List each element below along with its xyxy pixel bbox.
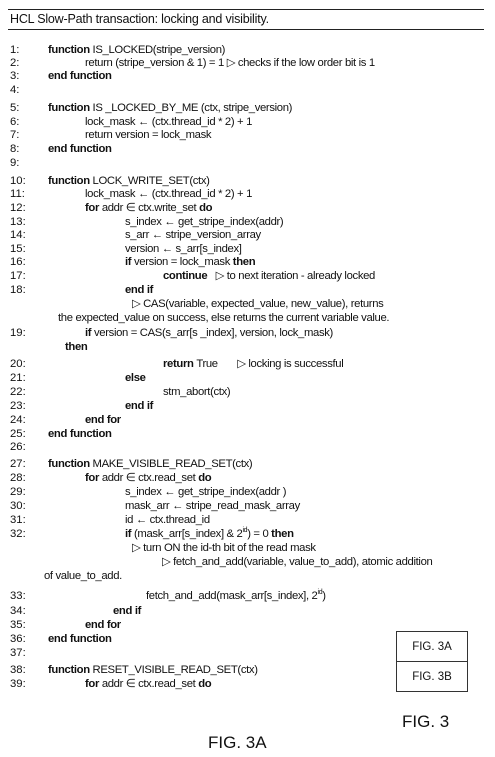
code-keyword: do bbox=[198, 678, 212, 690]
code-keyword: for bbox=[85, 678, 102, 690]
line-number: 25: bbox=[10, 428, 26, 440]
line-number: 33: bbox=[10, 590, 26, 602]
code-text: RESET_VISIBLE_READ_SET(ctx) bbox=[92, 664, 258, 676]
code-text: version = CAS(s_arr[s _index], version, lock_mask) bbox=[94, 327, 333, 339]
code-text: return version = lock_mask bbox=[85, 129, 212, 141]
code-keyword: if bbox=[125, 528, 134, 540]
code-keyword: else bbox=[125, 372, 146, 384]
code-text: ▷ to next iteration - already locked bbox=[210, 270, 375, 282]
code-keyword: then bbox=[232, 256, 256, 268]
line-number: 10: bbox=[10, 175, 26, 187]
line-number: 11: bbox=[10, 188, 25, 200]
line-number: 21: bbox=[10, 372, 26, 384]
line-number: 2: bbox=[10, 57, 20, 69]
code-text: IS_LOCKED(stripe_version) bbox=[92, 44, 226, 56]
figure-label-fig-3: FIG. 3 bbox=[402, 712, 450, 731]
code-line bbox=[48, 458, 252, 471]
code-line bbox=[125, 229, 261, 242]
line-number: 23: bbox=[10, 400, 26, 412]
code-text: addr ∈ ctx.write_set bbox=[101, 202, 200, 214]
code-text: ) = 0 bbox=[247, 528, 272, 540]
line-number: 24: bbox=[10, 414, 26, 426]
code-line bbox=[85, 678, 211, 691]
line-number: 22: bbox=[10, 386, 26, 398]
code-text: fetch_and_add(mask_arr[s_index], 2 bbox=[146, 590, 318, 602]
code-text: True ▷ locking is successful bbox=[196, 358, 344, 370]
code-text: addr ∈ ctx.read_set bbox=[101, 678, 199, 690]
code-line bbox=[163, 386, 230, 399]
code-text: return (stripe_version & 1) = 1 ▷ checks if the low order bit is 1 bbox=[85, 57, 375, 69]
code-line bbox=[48, 70, 112, 83]
code-line bbox=[162, 556, 432, 569]
line-number: 26: bbox=[10, 441, 26, 453]
code-text: id ← ctx.thread_id bbox=[125, 514, 210, 526]
code-line bbox=[125, 514, 210, 527]
line-number: 35: bbox=[10, 619, 26, 631]
line-number: 38: bbox=[10, 664, 26, 676]
code-text: mask_arr ← stripe_read_mask_array bbox=[125, 500, 300, 512]
code-line bbox=[85, 414, 121, 427]
code-line bbox=[48, 143, 112, 156]
code-keyword: end function bbox=[48, 143, 112, 155]
line-number: 39: bbox=[10, 678, 26, 690]
code-line bbox=[85, 202, 212, 215]
line-number: 9: bbox=[10, 157, 20, 169]
code-text: LOCK_WRITE_SET(ctx) bbox=[92, 175, 210, 187]
code-keyword: if bbox=[85, 327, 94, 339]
code-keyword: continue bbox=[163, 270, 211, 282]
line-number: 14: bbox=[10, 229, 26, 241]
code-keyword: function bbox=[48, 458, 93, 470]
code-line bbox=[48, 175, 210, 188]
code-keyword: do bbox=[198, 472, 212, 484]
code-line bbox=[65, 341, 87, 354]
code-keyword: for bbox=[85, 472, 102, 484]
line-number: 12: bbox=[10, 202, 26, 214]
code-superscript: id bbox=[242, 527, 248, 535]
code-keyword: end if bbox=[125, 400, 154, 412]
line-number: 7: bbox=[10, 129, 20, 141]
code-text: version ← s_arr[s_index] bbox=[125, 243, 242, 255]
code-keyword: end for bbox=[85, 414, 121, 426]
code-line bbox=[85, 619, 121, 632]
code-keyword: end if bbox=[125, 284, 154, 296]
code-line bbox=[125, 216, 283, 229]
code-text: stm_abort(ctx) bbox=[163, 386, 231, 398]
code-text: ▷ turn ON the id-th bit of the read mask bbox=[132, 542, 316, 554]
line-number: 32: bbox=[10, 528, 26, 540]
code-line bbox=[125, 528, 294, 541]
line-number: 31: bbox=[10, 514, 26, 526]
figure-caption: FIG. 3A bbox=[208, 733, 267, 752]
code-line bbox=[125, 486, 286, 499]
code-keyword: function bbox=[48, 44, 93, 56]
code-line bbox=[85, 327, 333, 340]
code-keyword: do bbox=[199, 202, 213, 214]
code-text: ▷ CAS(variable, expected_value, new_value), returns bbox=[132, 298, 384, 310]
code-text: s_index ← get_stripe_index(addr ) bbox=[125, 486, 287, 498]
line-number: 34: bbox=[10, 605, 26, 617]
code-keyword: end function bbox=[48, 70, 112, 82]
code-line bbox=[146, 590, 326, 603]
line-number: 29: bbox=[10, 486, 26, 498]
line-number: 16: bbox=[10, 256, 26, 268]
fig-index-box-3a: FIG. 3A bbox=[396, 631, 468, 662]
code-line bbox=[163, 270, 375, 283]
code-line bbox=[132, 298, 383, 311]
code-text: s_index ← get_stripe_index(addr) bbox=[125, 216, 284, 228]
code-line bbox=[125, 500, 300, 513]
code-text: version = lock_mask bbox=[134, 256, 233, 268]
code-line bbox=[58, 312, 389, 325]
code-line bbox=[85, 57, 375, 70]
code-text: MAKE_VISIBLE_READ_SET(ctx) bbox=[92, 458, 253, 470]
code-keyword: if bbox=[125, 256, 134, 268]
line-number: 3: bbox=[10, 70, 20, 82]
line-number: 36: bbox=[10, 633, 26, 645]
code-text: ) bbox=[322, 590, 326, 602]
code-keyword: function bbox=[48, 664, 93, 676]
line-number: 30: bbox=[10, 500, 26, 512]
line-number: 8: bbox=[10, 143, 20, 155]
line-number: 4: bbox=[10, 84, 20, 96]
code-line bbox=[48, 428, 112, 441]
code-line bbox=[125, 400, 153, 413]
code-line bbox=[48, 664, 258, 677]
code-line bbox=[44, 570, 122, 583]
line-number: 27: bbox=[10, 458, 26, 470]
code-line bbox=[85, 472, 211, 485]
code-keyword: return bbox=[163, 358, 197, 370]
line-number: 13: bbox=[10, 216, 26, 228]
page-title: HCL Slow-Path transaction: locking and visibility. bbox=[10, 12, 269, 26]
code-keyword: then bbox=[65, 341, 88, 353]
line-number: 6: bbox=[10, 116, 20, 128]
code-text: of value_to_add. bbox=[44, 570, 122, 582]
line-number: 18: bbox=[10, 284, 26, 296]
line-number: 17: bbox=[10, 270, 26, 282]
code-line bbox=[125, 284, 153, 297]
code-line bbox=[48, 633, 112, 646]
line-number: 1: bbox=[10, 44, 20, 56]
code-keyword: function bbox=[48, 175, 93, 187]
code-line bbox=[125, 256, 255, 269]
code-text: ▷ fetch_and_add(variable, value_to_add), atomic addition bbox=[162, 556, 433, 568]
code-text: (mask_arr[s_index] & 2 bbox=[134, 528, 243, 540]
code-line bbox=[113, 605, 141, 618]
code-keyword: for bbox=[85, 202, 102, 214]
line-number: 19: bbox=[10, 327, 26, 339]
code-keyword: end for bbox=[85, 619, 121, 631]
code-keyword: end if bbox=[113, 605, 142, 617]
code-text: lock_mask ← (ctx.thread_id * 2) + 1 bbox=[85, 116, 253, 128]
code-text: addr ∈ ctx.read_set bbox=[101, 472, 199, 484]
code-line bbox=[85, 188, 252, 201]
code-line bbox=[85, 129, 211, 142]
code-text: s_arr ← stripe_version_array bbox=[125, 229, 261, 241]
code-keyword: then bbox=[271, 528, 294, 540]
line-number: 28: bbox=[10, 472, 26, 484]
code-line bbox=[48, 44, 225, 57]
code-line bbox=[125, 243, 242, 256]
code-line bbox=[132, 542, 316, 555]
code-line bbox=[85, 116, 252, 129]
code-line bbox=[125, 372, 146, 385]
code-keyword: function bbox=[48, 102, 93, 114]
code-keyword: end function bbox=[48, 428, 112, 440]
code-line bbox=[163, 358, 343, 371]
code-text: the expected_value on success, else returns the current variable value. bbox=[58, 312, 390, 324]
line-number: 37: bbox=[10, 647, 26, 659]
line-number: 15: bbox=[10, 243, 26, 255]
code-text: lock_mask ← (ctx.thread_id * 2) + 1 bbox=[85, 188, 253, 200]
line-number: 20: bbox=[10, 358, 26, 370]
code-line bbox=[48, 102, 292, 115]
code-keyword: end function bbox=[48, 633, 112, 645]
line-number: 5: bbox=[10, 102, 20, 114]
code-text: IS _LOCKED_BY_ME (ctx, stripe_version) bbox=[92, 102, 293, 114]
fig-index-box-3b: FIG. 3B bbox=[396, 661, 468, 692]
code-superscript: id bbox=[317, 589, 323, 597]
